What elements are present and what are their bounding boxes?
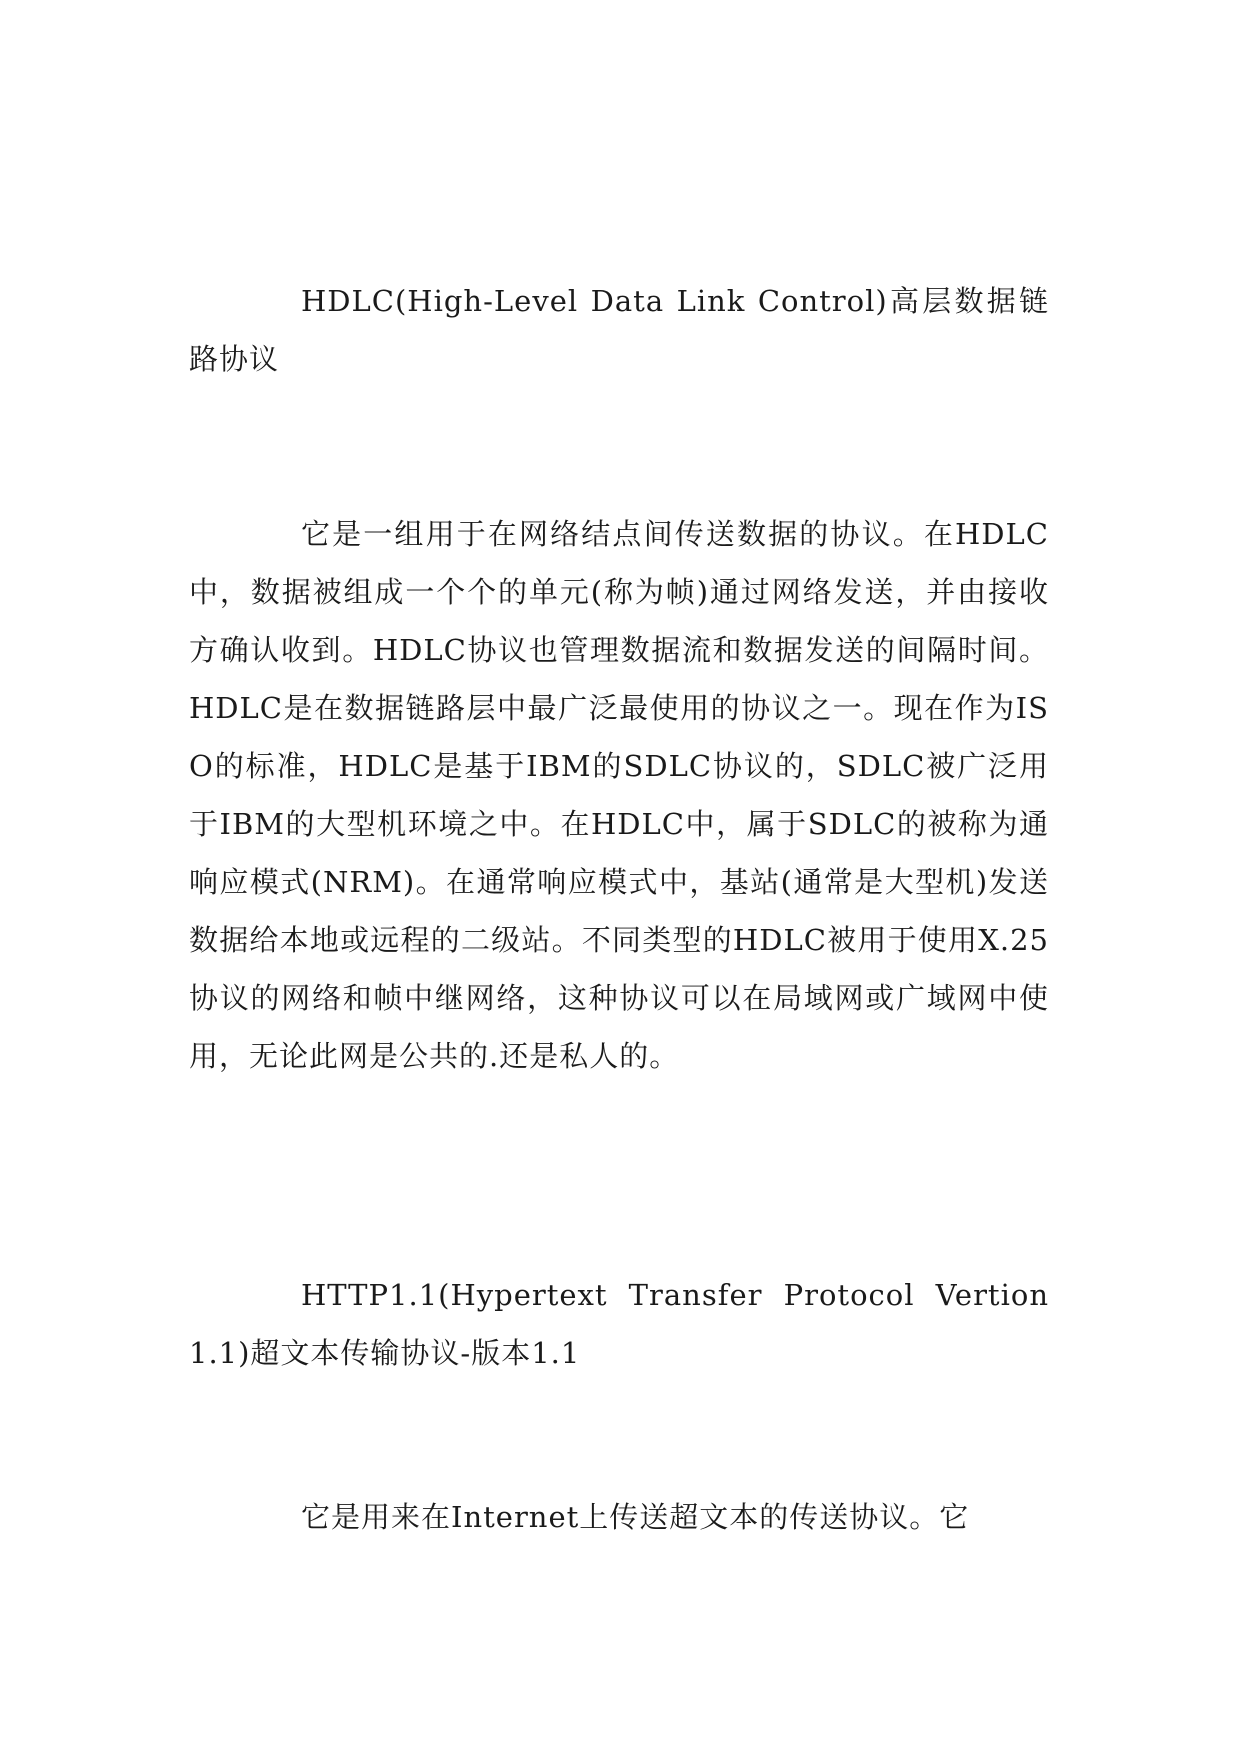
http-heading-paragraph: HTTP1.1(Hypertext Transfer Protocol Vertion 1.1)超文本传输协议-版本1.1 xyxy=(189,1278,1049,1370)
http-description-paragraph: 它是用来在Internet上传送超文本的传送协议。它 xyxy=(301,1500,970,1534)
hdlc-description-paragraph: 它是一组用于在网络结点间传送数据的协议。在HDLC中，数据被组成一个个的单元(称为帧)通过网络发送，并由接收方确认收到。HDLC协议也管理数据流和数据发送的间隔时间。HDLC是在数据链路层中最广泛最使用的协议之一。现在作为ISO的标准，HDLC是基于IBM的SDLC协议的，SDLC被广泛用于IBM的大型机环境之中。在HDLC中，属于SDLC的被称为通响应模式(NRM)。在通常响应模式中，基站(通常是大型机)发送数据给本地或远程的二级站。不同类型的HDLC被用于使用X.25协议的网络和帧中继网络，这种协议可以在局域网或广域网中使用，无论此网是公共的.还是私人的。 xyxy=(189,517,1049,1073)
hdlc-heading-paragraph: HDLC(High-Level Data Link Control)高层数据链路协议 xyxy=(189,284,1049,376)
